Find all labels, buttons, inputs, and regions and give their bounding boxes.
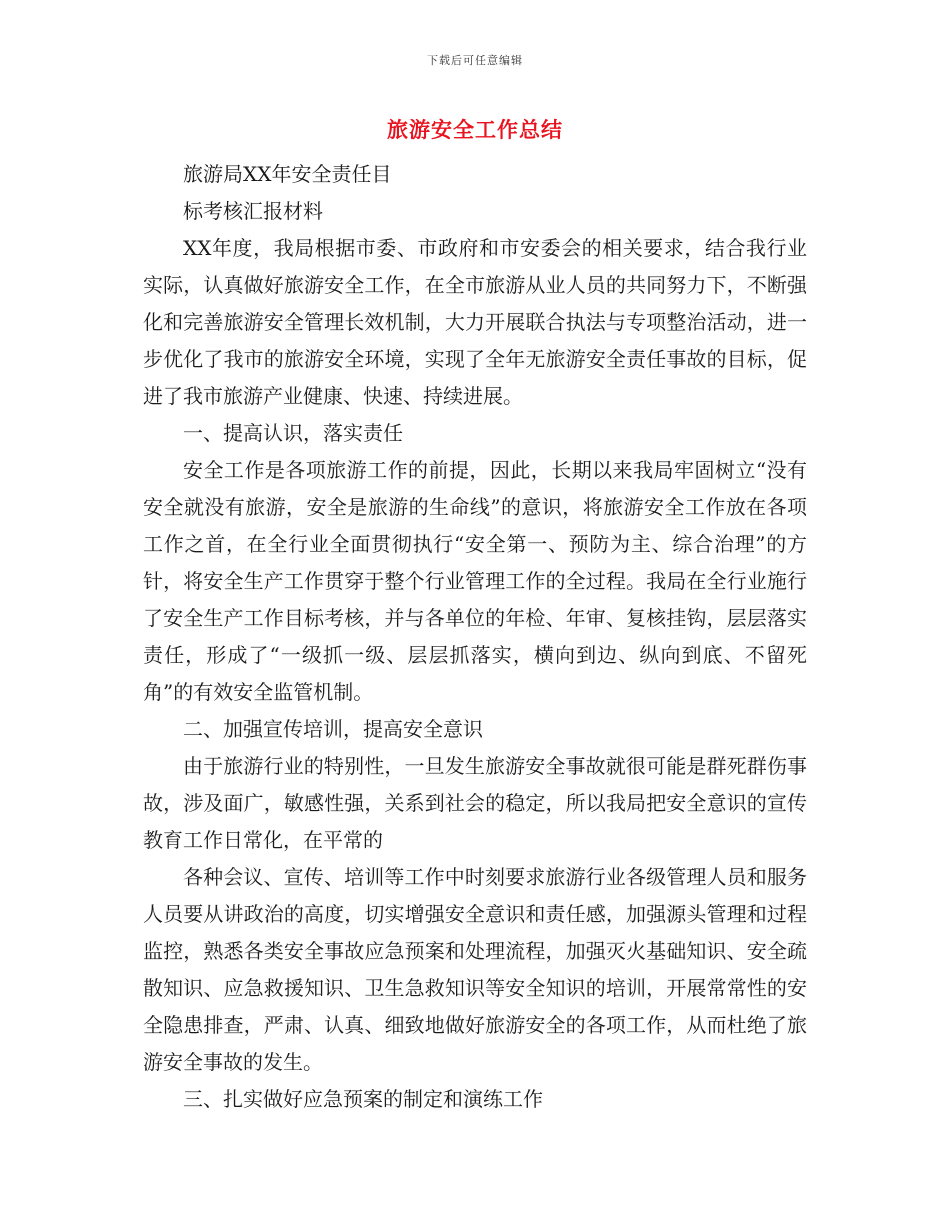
document-body xyxy=(143,156,807,1118)
paragraph-section-2b: 各种会议、宣传、培训等工作中时刻要求旅游行业各级管理人员和服务人员要从讲政治的高度，切实增强安全意识和责任感，加强源头管理和过程监控，熟悉各类安全事故应急预案和处理流程，加强灭火基础知识、安全疏散知识、应急救援知识、卫生急救知识等安全知识的培训，开展常常性的安全隐患排查，严肃、认真、细致地做好旅游安全的各项工作，从而杜绝了旅游安全事故的发生。 xyxy=(143,865,807,1074)
paragraph-subtitle-line-1: 旅游局XX年安全责任目 xyxy=(183,162,392,186)
paragraph-section-2a: 由于旅游行业的特别性，一旦发生旅游安全事故就很可能是群死群伤事故，涉及面广，敏感性强，关系到社会的稳定，所以我局把安全意识的宣传教育工作日常化，在平常的 xyxy=(143,754,807,852)
section-heading-1: 一、提高认识，落实责任 xyxy=(183,421,403,445)
document-title: 旅游安全工作总结 xyxy=(387,117,563,142)
page-header-note: 下载后可任意编辑 xyxy=(427,54,523,67)
section-heading-2: 二、加强宣传培训，提高安全意识 xyxy=(183,717,483,741)
paragraph-subtitle-line-2: 标考核汇报材料 xyxy=(183,199,323,223)
paragraph-section-1: 安全工作是各项旅游工作的前提，因此，长期以来我局牢固树立“没有安全就没有旅游，安全是旅游的生命线”的意识，将旅游安全工作放在各项工作之首，在全行业全面贯彻执行“安全第一、预防为主、综合治理”的方针，将安全生产工作贯穿于整个行业管理工作的全过程。我局在全行业施行了安全生产工作目标考核，并与各单位的年检、年审、复核挂钩，层层落实责任，形成了“一级抓一级、层层抓落实，横向到边、纵向到底、不留死角”的有效安全监管机制。 xyxy=(143,458,807,704)
section-heading-3: 三、扎实做好应急预案的制定和演练工作 xyxy=(183,1087,543,1111)
paragraph-intro: XX年度，我局根据市委、市政府和市安委会的相关要求，结合我行业实际，认真做好旅游安全工作，在全市旅游从业人员的共同努力下，不断强化和完善旅游安全管理长效机制，大力开展联合执法与专项整治活动，进一步优化了我市的旅游安全环境，实现了全年无旅游安全责任事故的目标，促进了我市旅游产业健康、快速、持续进展。 xyxy=(143,236,807,408)
